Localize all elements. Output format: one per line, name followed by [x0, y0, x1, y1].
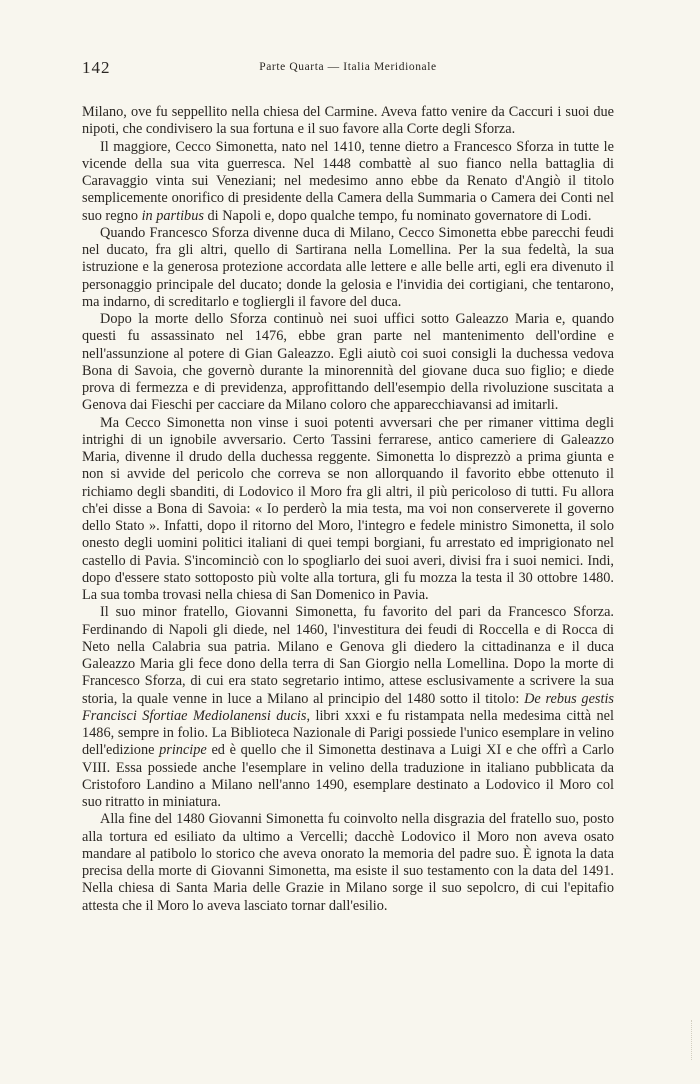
paragraph-6	[82, 604, 614, 811]
paragraph-text: Dopo la morte dello Sforza continuò nei suoi uffici sotto Galeazzo Maria e, quando questi fu assassinato nel 1476, ebbe gran parte nel mantenimento dell'ordine e nell'assunzione al potere di Gian Galeazzo. Egli aiutò coi suoi consigli la duchessa vedova Bona di Savoia, che governò durante la minorennità del giovane duca suo figlio; e diede prova di fermezza e di previdenza, approfittando dell'esempio della rivoluzione suscitata a Genova dai Fieschi per cacciare da Milano coloro che apparecchiavansi ad imitarli.	[82, 311, 614, 414]
paragraph-4	[82, 311, 614, 415]
paragraph-text: di Napoli e, dopo qualche tempo, fu nominato governatore di Lodi.	[203, 207, 592, 224]
paragraph-text: Alla fine del 1480 Giovanni Simonetta fu coinvolto nella disgrazia del fratello suo, posto alla tortura ed esiliato da ultimo a Vercelli; dacchè Lodovico il Moro non aveva osato mandare al patibolo lo storico che aveva onorato la memoria del padre suo. È ignota la data precisa della morte di Giovanni Simonetta, ma esiste il suo testamento con la data del 1491. Nella chiesa di Santa Maria delle Grazie in Milano sorge il suo sepolcro, di cui l'epitafio attesta che il Moro lo aveva lasciato tornar dall'esilio.	[82, 811, 614, 914]
page-edge-mark	[691, 1020, 694, 1060]
page-header	[82, 58, 614, 78]
book-title: De rebus gestis Francisci Sfortiae Mediolanensi ducis	[82, 690, 615, 724]
paragraph-text: ed è quello che il Simonetta destinava a Luigi XI e che offrì a Carlo VIII. Essa possiede anche l'esemplare in velino della traduzione in italiano pubblicata da Cristoforo Landino a Milano nell'anno 1490, esemplare destinato a Lodovico il Moro col suo ritratto in miniatura.	[82, 742, 615, 810]
paragraph-text: Ma Cecco Simonetta non vinse i suoi potenti avversari che per rimaner vittima degli intrighi di un ignobile avversario. Certo Tassini ferrarese, antico cameriere di Galeazzo Maria, divenne il drudo della duchessa reggente. Simonetta lo disprezzò a prima giunta e non si avvide del pericolo che correva se non allorquando il favorito ebbe ottenuto il richiamo degli sbanditi, di Lodovico il Moro fra gli altri, il più pericoloso di tutti. Fu allora ch'ei disse a Bona di Savoia: « Io perderò la mia testa, ma voi non conserverete il governo dello Stato ». Infatti, dopo il ritorno del Moro, l'integro e fedele ministro Simonetta, il solo onesto degli uomini politici italiani di quei tempi borgiani, fu arrestato ed imprigionato nel castello di Pavia. S'incominciò con lo spogliarlo dei suoi averi, divisi fra i suoi nemici. Indi, dopo d'essere stato sottoposto più volte alla tortura, gli fu mozza la testa il 30 ottobre 1480. La sua tomba trovasi nella chiesa di San Domenico in Pavia.	[82, 414, 614, 603]
body-text	[82, 104, 614, 915]
paragraph-text: Milano, ove fu seppellito nella chiesa del Carmine. Aveva fatto venire da Caccuri i suoi due nipoti, che condivisero la sua fortuna e il suo favore alla Corte degli Sforza.	[82, 104, 614, 138]
paragraph-7	[82, 811, 614, 915]
paragraph-text: Il suo minor fratello, Giovanni Simonetta, fu favorito del pari da Francesco Sforza. Ferdinando di Napoli gli diede, nel 1460, l'investitura dei feudi di Roccella e di Rocca di Neto nella Calabria sua patria. Milano e Genova gli diedero la cittadinanza e il duca Galeazzo Maria gli fece dono della terra di San Giorgio nella Lomellina. Dopo la morte di Francesco Sforza, di cui era stato segretario intimo, attese esclusivamente a scrivere la sua storia, la quale venne in luce a Milano al principio del 1480 sotto il titolo:	[82, 604, 614, 707]
paragraph-text: Quando Francesco Sforza divenne duca di Milano, Cecco Simonetta ebbe parecchi feudi nel ducato, fra gli altri, quello di Sartirana nella Lomellina. Per la sua fedeltà, la sua istruzione e la generosa protezione accordata alle lettere e alle belle arti, egli era divenuto il personaggio principale del ducato; donde la gelosia e l'invidia dei cortigiani, che tentarono, ma indarno, di screditarlo e togliergli il favore del duca.	[82, 224, 614, 310]
italic-phrase: principe	[159, 742, 207, 759]
paragraph-text: Il maggiore, Cecco Simonetta, nato nel 1410, tenne dietro a Francesco Sforza in tutte le vicende della sua vita guerresca. Nel 1448 combattè al suo fianco nella battaglia di Caravaggio vinta sui Veneziani; nel medesimo anno ebbe da Renato d'Angiò il titolo semplicemente onorifico di presidente della Camera della Summaria o Camera dei Conti nel suo regno	[82, 138, 614, 224]
italic-phrase: in partibus	[141, 207, 204, 224]
page-number: 142	[82, 58, 111, 77]
paragraph-1	[82, 104, 614, 139]
running-title: Parte Quarta — Italia Meridionale	[259, 61, 437, 73]
paragraph-5	[82, 415, 614, 605]
paragraph-3	[82, 225, 614, 311]
paragraph-2	[82, 139, 614, 225]
paragraph-text: , libri xxxi e fu ristampata nella medesima città nel 1486, sempre in folio. La Biblioteca Nazionale di Parigi possiede l'unico esemplare in velino dell'edizione	[82, 707, 614, 759]
